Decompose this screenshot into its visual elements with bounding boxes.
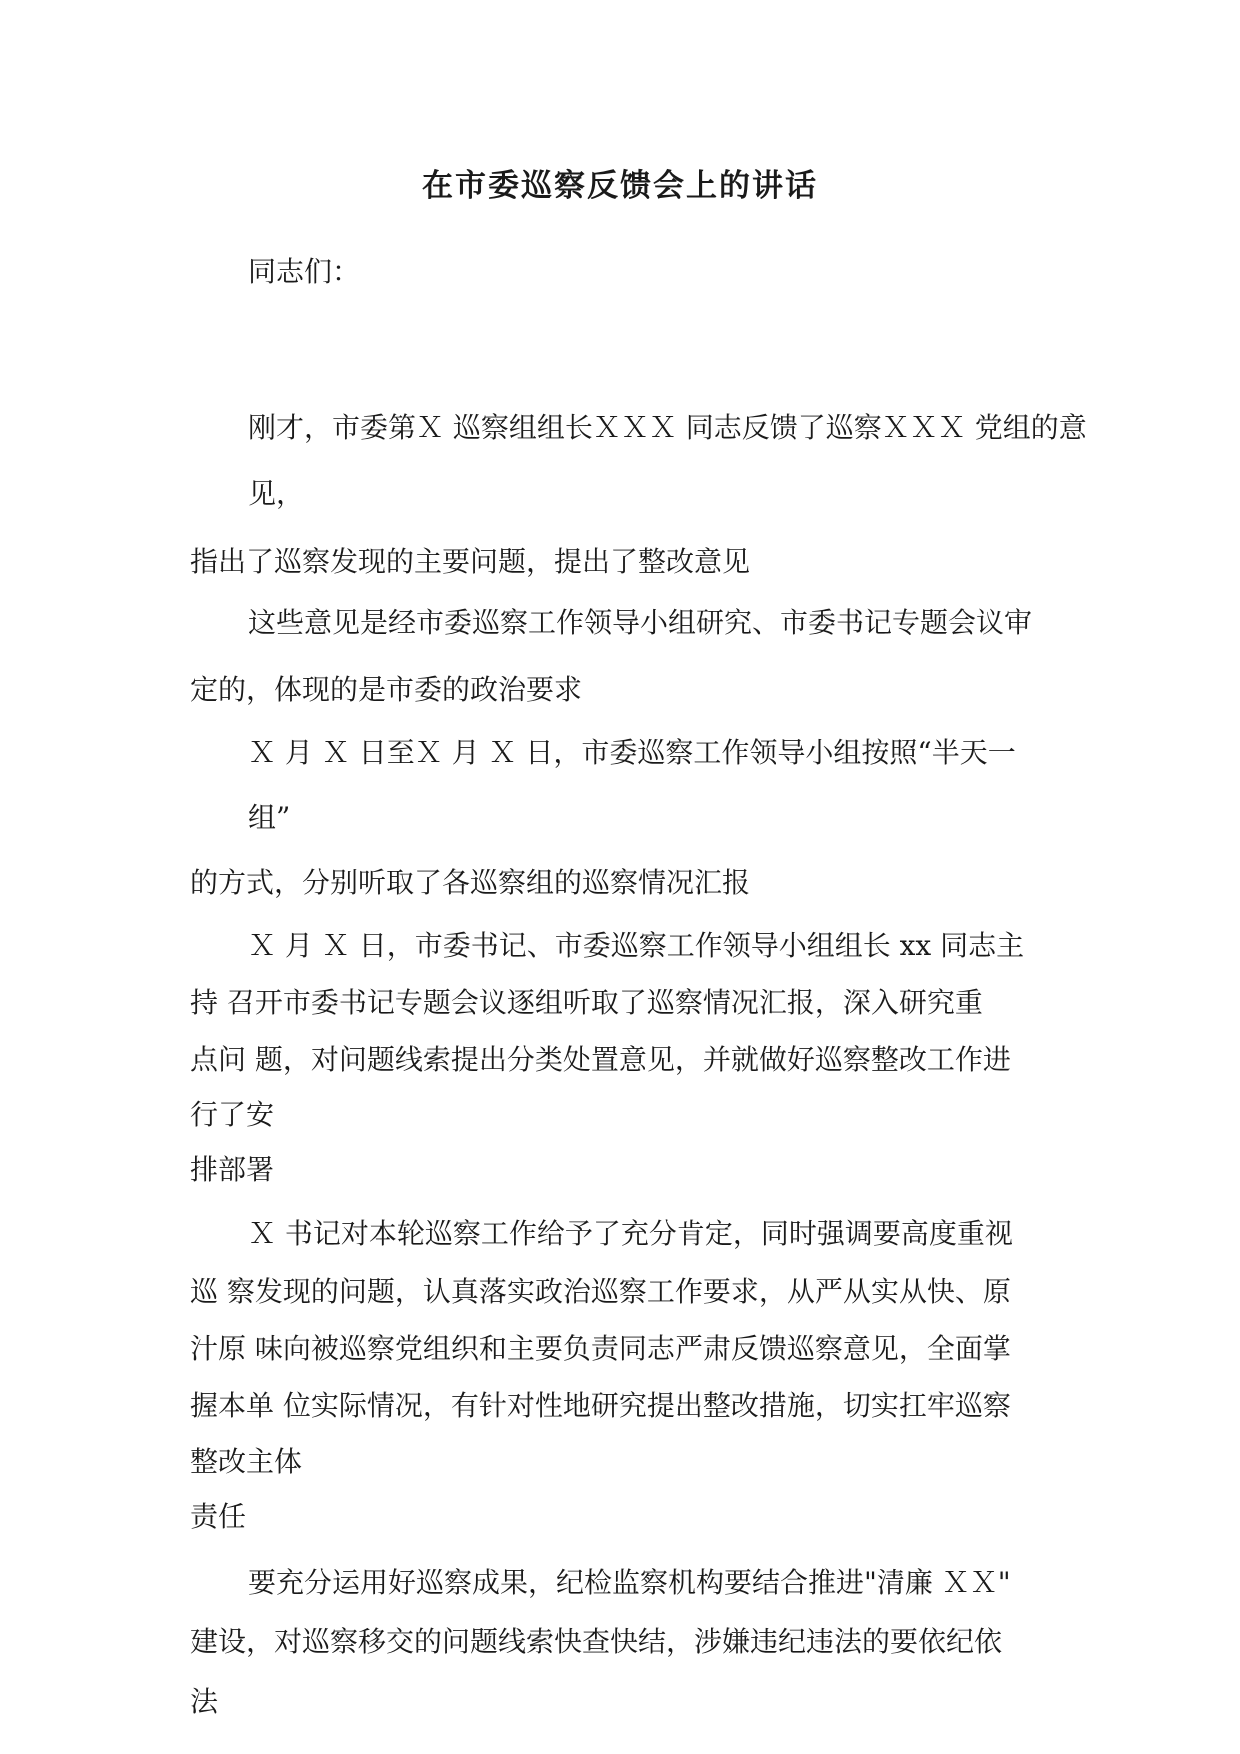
paragraph-line: 点问 题，对问题线索提出分类处置意见，并就做好巡察整改工作进 <box>190 1043 1011 1076</box>
paragraph-line: 汁原 味向被巡察党组织和主要负责同志严肃反馈巡察意见，全面掌 <box>190 1332 1011 1365</box>
paragraph-line: 握本单 位实际情况，有针对性地研究提出整改措施，切实扛牢巡察 <box>190 1389 1011 1422</box>
paragraph-line: Ｘ 月 Ｘ 日，市委书记、市委巡察工作领导小组组长 xx 同志主 <box>248 929 1025 962</box>
paragraph-line: 这些意见是经市委巡察工作领导小组研究、市委书记专题会议审 <box>248 606 1033 639</box>
paragraph-line: 的方式，分别听取了各巡察组的巡察情况汇报 <box>190 866 751 899</box>
paragraph-line: 法 <box>190 1685 219 1718</box>
paragraph-line: Ｘ 书记对本轮巡察工作给予了充分肯定，同时强调要高度重视 <box>248 1217 1013 1250</box>
paragraph-line: 行了安 <box>190 1098 275 1131</box>
paragraph-line: 定的，体现的是市委的政治要求 <box>190 673 583 706</box>
paragraph-line: 整改主体 <box>190 1445 303 1478</box>
paragraph-line: 持 召开市委书记专题会议逐组听取了巡察情况汇报，深入研究重 <box>190 986 983 1019</box>
paragraph-line: 刚才，市委第Ｘ 巡察组组长ＸＸＸ 同志反馈了巡察ＸＸＸ 党组的意 <box>248 411 1087 444</box>
paragraph-line: 责任 <box>190 1500 247 1533</box>
paragraph-line: Ｘ 月 Ｘ 日至Ｘ 月 Ｘ 日，市委巡察工作领导小组按照“半天一 <box>248 736 1016 769</box>
paragraph-line: 指出了巡察发现的主要问题，提出了整改意见 <box>190 545 751 578</box>
paragraph-line: 建设，对巡察移交的问题线索快查快结，涉嫌违纪违法的要依纪依 <box>190 1625 1003 1658</box>
paragraph-line: 排部署 <box>190 1153 275 1186</box>
document-title: 在市委巡察反馈会上的讲话 <box>422 168 818 204</box>
paragraph-line: 要充分运用好巡察成果，纪检监察机构要结合推进"清廉 ＸＸ" <box>248 1566 1011 1599</box>
paragraph-line: 见， <box>248 477 305 510</box>
paragraph-line: 巡 察发现的问题，认真落实政治巡察工作要求，从严从实从快、原 <box>190 1275 1011 1308</box>
paragraph-line: 组” <box>248 801 291 834</box>
salutation: 同志们： <box>248 255 361 288</box>
